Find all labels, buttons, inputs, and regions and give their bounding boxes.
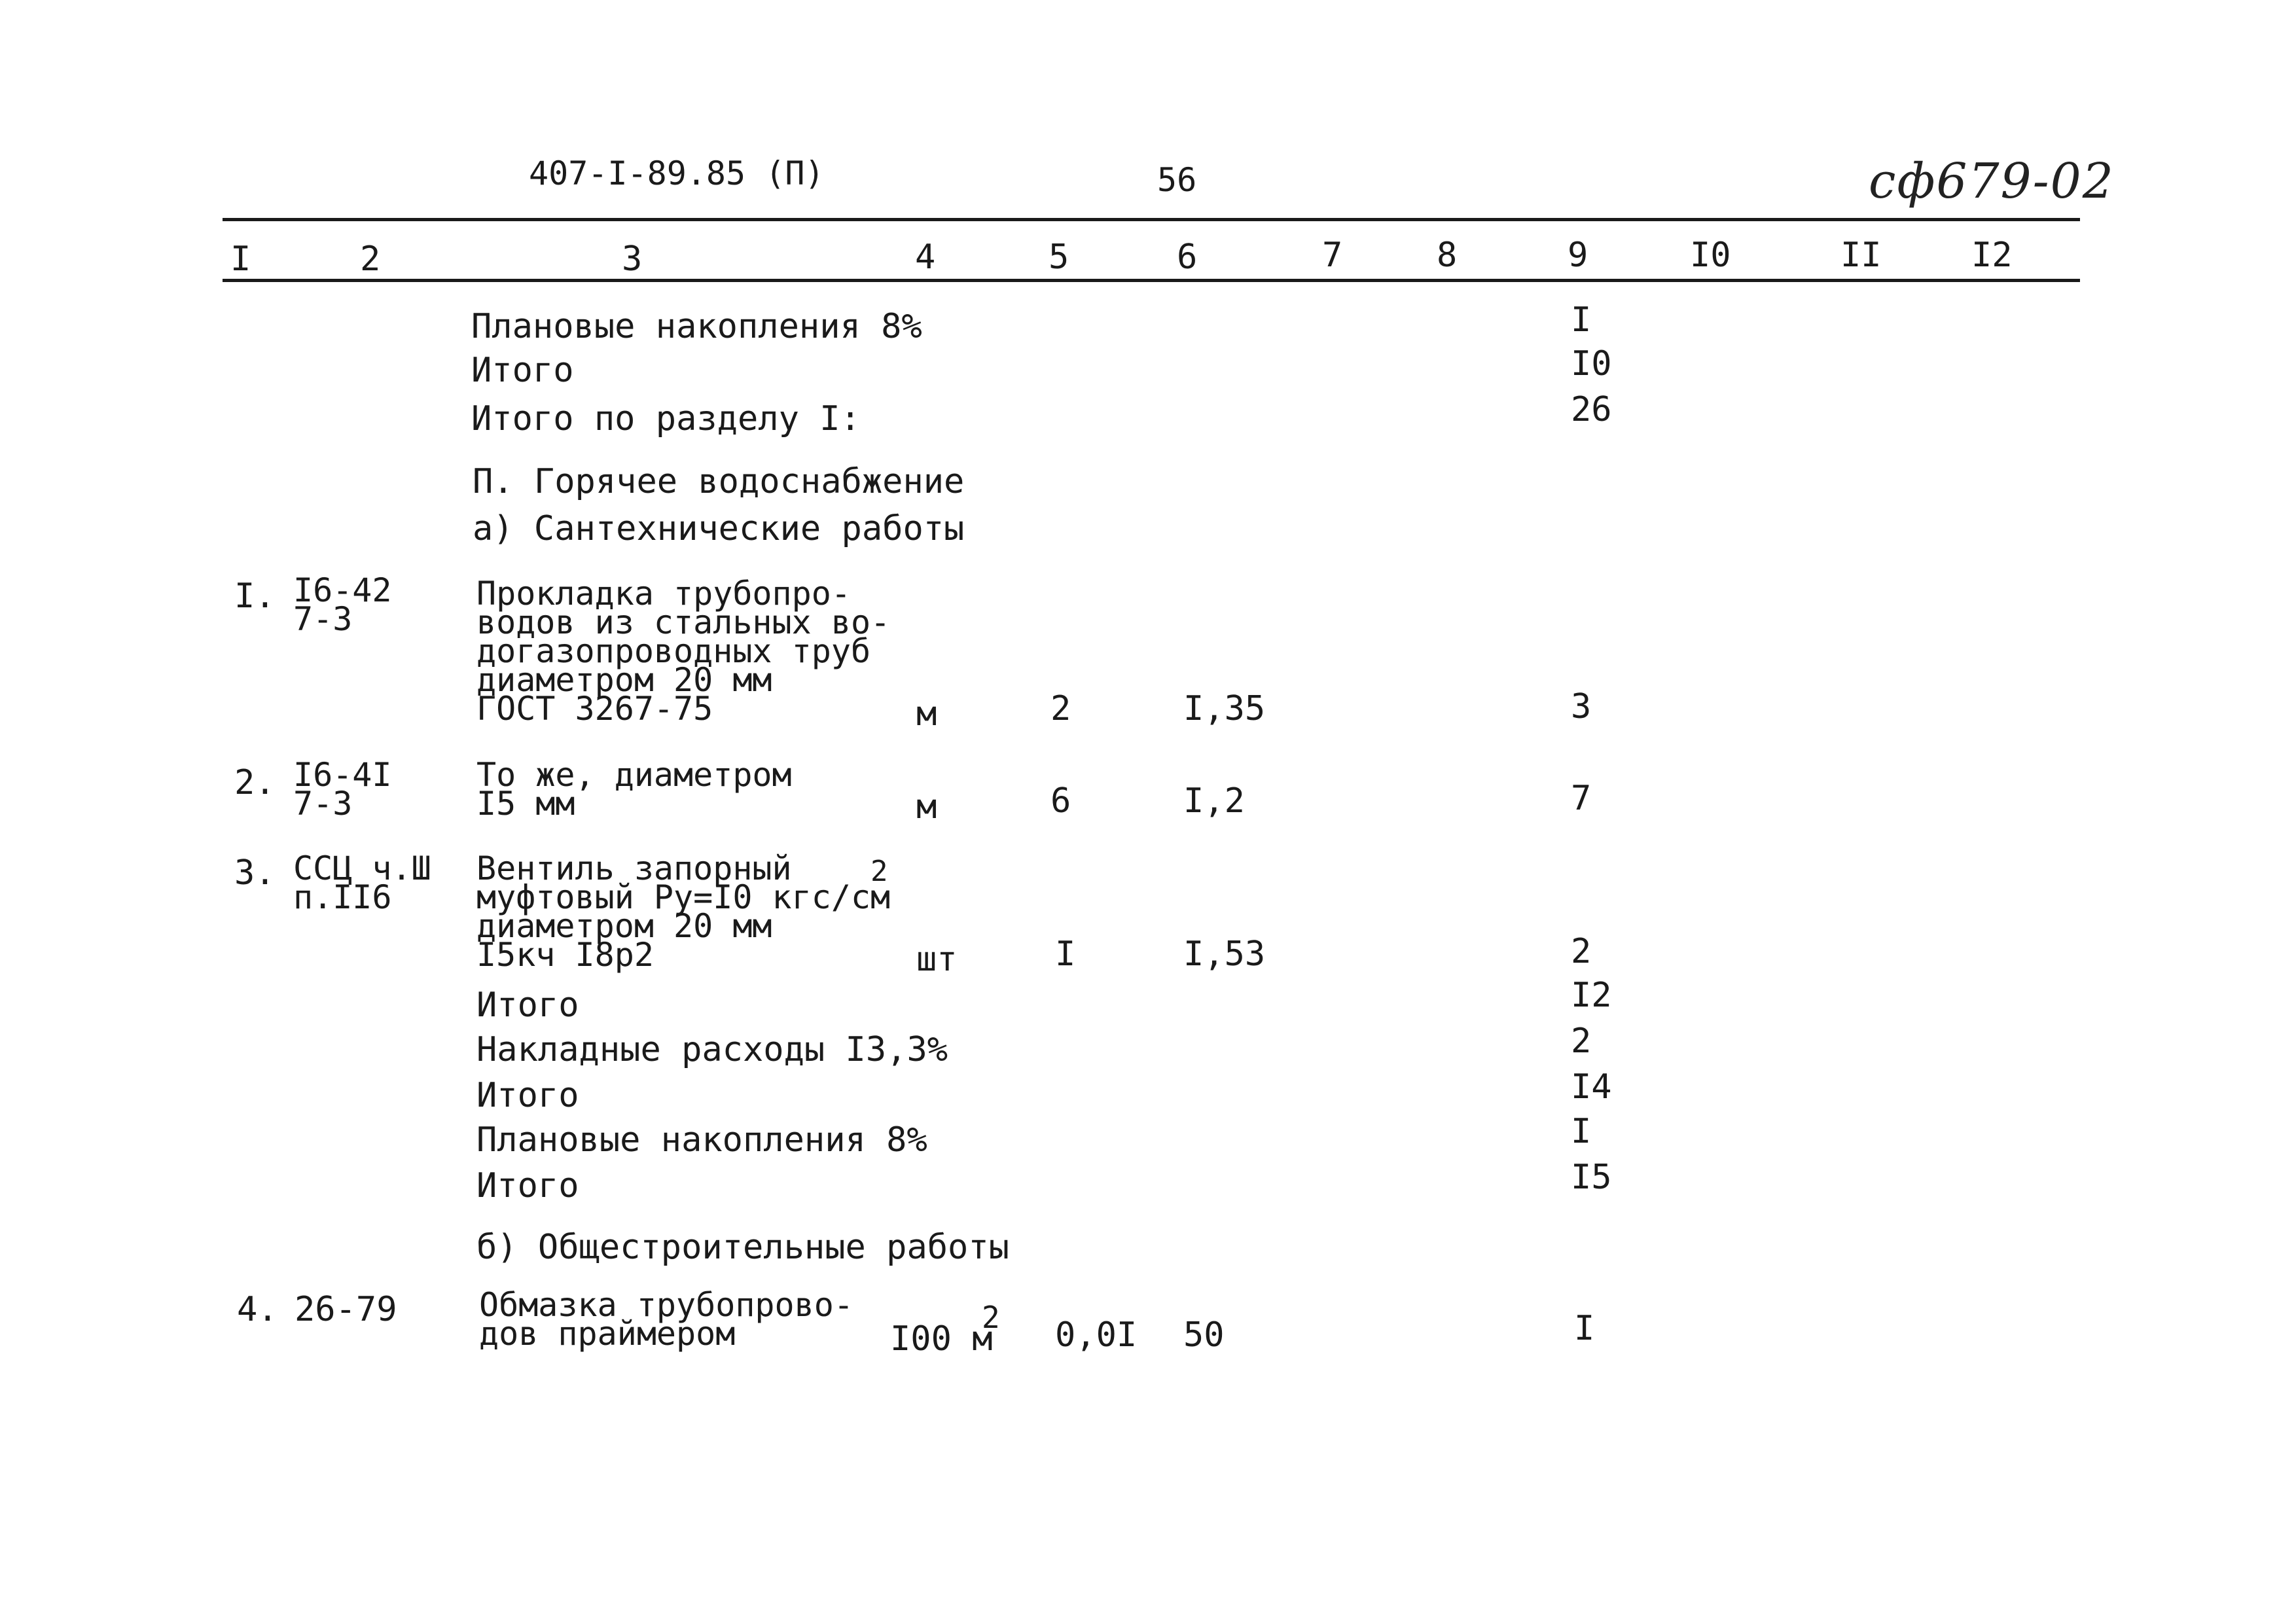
total-value: I5 [1571,1158,1612,1197]
handwritten-stamp: сф679-02 [1869,153,2115,209]
header-top-rule [223,218,2080,221]
quantity: I [1055,935,1076,974]
section-title: П. Горячее водоснабжение [473,462,965,501]
unit: I00 м [890,1319,993,1359]
rate-code: ССЦ ч.Ш п.II6 [293,849,431,916]
total-value: I0 [1571,344,1612,383]
planned-savings-value: I [1571,1112,1592,1151]
column-header: 9 [1568,236,1588,275]
cost-value: 2 [1571,932,1592,971]
row-number: 4. [237,1290,278,1329]
header-bottom-rule [223,279,2080,282]
overhead-label: Накладные расходы I3,3% [476,1030,948,1069]
superscript-exponent: 2 [870,855,888,888]
total-label: Итого [476,1076,579,1115]
unit-price: I,2 [1183,781,1245,821]
row-number: 2. [234,763,276,802]
cost-value: 3 [1571,687,1592,726]
section-total-label: Итого по разделу I: [471,399,861,438]
unit: шт [916,940,958,979]
column-header: 8 [1437,236,1458,275]
total-label: Итого [471,351,574,390]
unit-price: 50 [1183,1315,1225,1355]
unit: м [916,694,937,734]
subsection-title: а) Сантехнические работы [473,509,965,548]
total-value: I2 [1571,976,1612,1015]
column-header: II [1840,236,1882,275]
unit: м [916,787,937,827]
unit-price: I,35 [1183,689,1266,728]
column-header: 7 [1322,236,1343,275]
superscript-exponent: 2 [982,1300,1000,1335]
work-description: Вентиль запорный муфтовый Ру=I0 кгс/см диаметром 20 мм I5кч I8р2 [476,849,891,974]
column-header: 2 [360,240,381,279]
row-number: I. [234,577,276,616]
cost-value: I [1574,1309,1595,1348]
rate-code: I6-4I 7-3 [293,756,392,823]
column-header: 5 [1049,238,1069,277]
quantity: 2 [1050,689,1071,728]
column-header: 4 [915,238,936,277]
row-number: 3. [234,853,276,893]
total-value: I4 [1571,1067,1612,1107]
rate-code: I6-42 7-3 [293,571,392,638]
planned-savings-label: Плановые накопления 8% [476,1120,927,1160]
quantity: 0,0I [1055,1315,1138,1355]
rate-code: 26-79 [295,1290,397,1329]
section-total-value: 26 [1571,390,1612,429]
work-description: То же, диаметром I5 мм [476,756,792,823]
cost-value: 7 [1571,779,1592,818]
column-header: 3 [622,240,643,279]
work-description: Обмазка трубопрово- дов праймером [479,1286,853,1353]
page-number: 56 [1157,161,1197,199]
planned-savings-label: Плановые накопления 8% [471,307,922,346]
planned-savings-value: I [1571,300,1592,340]
total-label: Итого [476,1166,579,1205]
unit-price: I,53 [1183,935,1266,974]
column-header: I [230,240,251,279]
quantity: 6 [1050,781,1071,821]
column-header: I0 [1690,236,1731,275]
subsection-title: б) Общестроительные работы [476,1228,1009,1267]
total-label: Итого [476,986,579,1025]
column-header: 6 [1177,238,1198,277]
document-code: 407-I-89.85 (П) [529,154,825,192]
work-description: Прокладка трубопро- водов из стальных во- догазопроводных труб диаметром 20 мм ГОСТ 3267-75 [476,575,891,728]
overhead-value: 2 [1571,1022,1592,1061]
column-header: I2 [1971,236,2013,275]
